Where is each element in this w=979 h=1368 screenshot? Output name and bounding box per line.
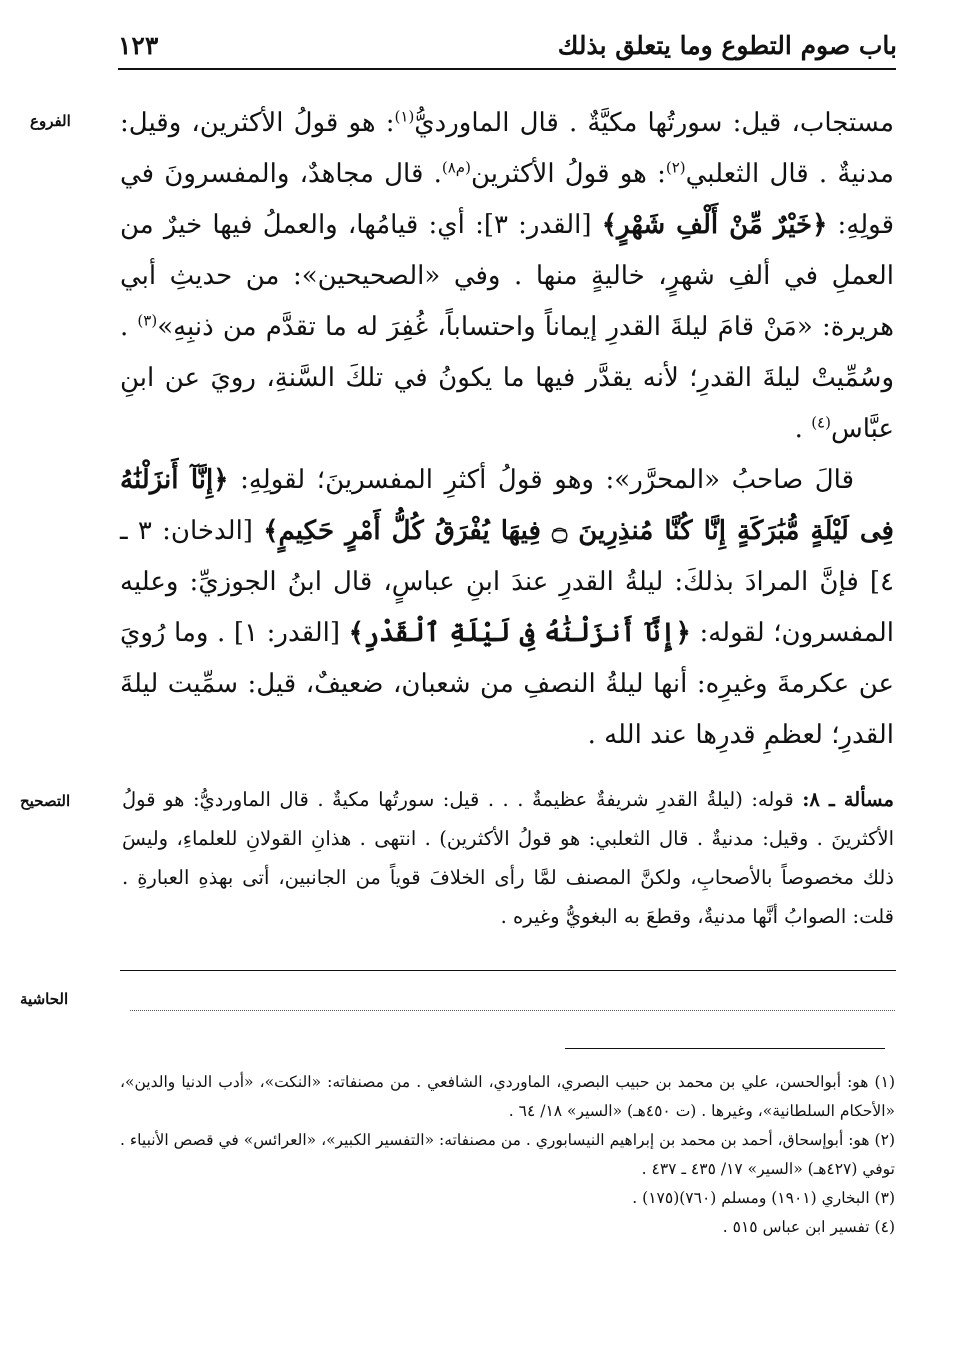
issue-heading: مسألة ـ ٨:	[802, 788, 895, 811]
tashih-paragraph	[122, 780, 894, 936]
quran-verse: ﴿خَيْرٌ مِّنْ أَلْفِ شَهْرٍ﴾	[601, 210, 828, 240]
text-span: . وسُمِّيتْ ليلةَ القدرِ؛ لأنه يقدَّر فيها ما يكونُ في تلكَ السَّنةِ، رويَ عن ابنِ عبَّاس	[120, 312, 894, 444]
footnote-ref[interactable]: (١)	[394, 107, 415, 126]
margin-label-tashih: التصحيح	[20, 792, 71, 810]
chapter-header-title: باب صوم التطوع وما يتعلق بذلك	[557, 31, 897, 60]
text-span: : هو قولُ الأكثرين	[470, 159, 666, 189]
main-paragraph-2	[120, 455, 894, 761]
footnote-item: (١) هو: أبوالحسن، علي بن محمد بن حبيب البصري، الماوردي، الشافعي . من مصنفاته: «النكت»، «أدب الدنيا والدين»، «الأحكام السلطانية»، وغيرها . (ت ٤٥٠هـ) «السير» ١٨/ ٦٤ .	[120, 1073, 895, 1120]
text-span: : هو قولُ الأكثرين، وقيل: مدنيةٌ . قال الثعلبي	[120, 108, 894, 189]
footnote-separator	[565, 1048, 885, 1049]
text-span: . قال مجاهدٌ، والمفسرونَ في قولِهِ:	[120, 159, 895, 240]
page-number: ١٢٣	[118, 31, 159, 60]
margin-label-hashiya: الحاشية	[20, 990, 69, 1008]
text-span: مستجاب، قيل: سورتُها مكيَّةٌ . قال الماورديُّ	[414, 108, 894, 138]
footnote-ref[interactable]: (٣)	[137, 311, 158, 330]
footnote-item: (٣) البخاري (١٩٠١) ومسلم (٧٦٠)(١٧٥) .	[632, 1189, 895, 1207]
footnotes-block	[120, 1068, 895, 1242]
hashiya-dotted-line	[130, 1010, 895, 1011]
footnote-ref[interactable]: (٤)	[811, 413, 831, 432]
text-span: [القدر: ١] . وما رُويَ عن عكرمةَ وغيرِه: أنها ليلةُ النصفِ من شعبان، ضعيفٌ، قيل: سمِّيت ليلةَ القدرِ؛ لعظمِ قدرِها عند الله .	[120, 618, 894, 750]
footnote-ref[interactable]: (٢)	[665, 158, 686, 177]
tashih-block	[122, 780, 894, 936]
main-text-block	[120, 98, 894, 761]
footnote-item: (٤) تفسير ابن عباس ٥١٥ .	[722, 1218, 895, 1236]
text-span: .	[794, 414, 812, 444]
quran-verse: ﴿إِنَّآ أَنزَلْنَٰهُ فِى لَيْلَةِ ٱلْقَدْرِ﴾	[348, 618, 691, 648]
text-span: قالَ صاحبُ «المحرَّر»: وهو قولُ أكثرِ المفسرينَ؛ لقولِهِ:	[228, 465, 854, 495]
margin-label-furu: الفروع	[30, 112, 71, 130]
footnote-item: (٢) هو: أبوإسحاق، أحمد بن محمد بن إبراهيم النيسابوري . من مصنفاته: «التفسير الكبير»، «العرائس» في قصص الأنبياء . توفي (٤٢٧هـ) «السير» ١٧/ ٤٣٥ ـ ٤٣٧ .	[120, 1131, 895, 1178]
header-divider	[118, 68, 896, 70]
tashih-body: قوله: (ليلةُ القدرِ شريفةٌ عظيمةٌ . . . قيل: سورتُها مكيةٌ . قال الماورديُّ: هو قولُ الأكثرينَ . وقيل: مدنيةٌ . قال الثعلبي: هو قولُ الأكثرين) . انتهى . هذانِ القولانِ للعلماءِ، وليسَ ذلك مخصوصاً بالأصحابِ، ولكنَّ المصنف لمَّا رأى الخلافَ قوياً من الجانبين، أتى بهذهِ العبارةِ . قلت: الصوابُ أنَّها مدنيةٌ، وقطعَ به البغويُّ وغيره .	[122, 788, 894, 928]
text-span: [القدر: ٣]: أي: قيامُها، والعملُ فيها خيرٌ من العملِ في ألفِ شهرٍ، خاليةٍ منها . وفي «الصحيحين»: من حديثِ أبي هريرة: «مَنْ قامَ ليلةَ القدرِ إيماناً واحتساباً، غُفِرَ له ما تقدَّم من ذنبِهِ»	[120, 210, 895, 342]
section-divider	[120, 970, 896, 971]
footnote-ref[interactable]: (م٨)	[441, 158, 471, 177]
text-span: [الدخان: ٣ ـ ٤] فإنَّ المرادَ بذلكَ: ليلةُ القدرِ عندَ ابنِ عباسٍ، قال ابنُ الجوزيِّ: وعليه المفسرون؛ لقوله:	[120, 516, 894, 648]
quran-verse: ﴿إِنَّآ أَنزَلْنَٰهُ فِى لَيْلَةٍ مُّبَٰرَكَةٍ إِنَّا كُنَّا مُنذِرِينَ ۝ فِيهَا يُفْرَقُ كُلُّ أَمْرٍ حَكِيمٍ﴾	[120, 465, 894, 546]
main-paragraph-1	[120, 98, 894, 455]
